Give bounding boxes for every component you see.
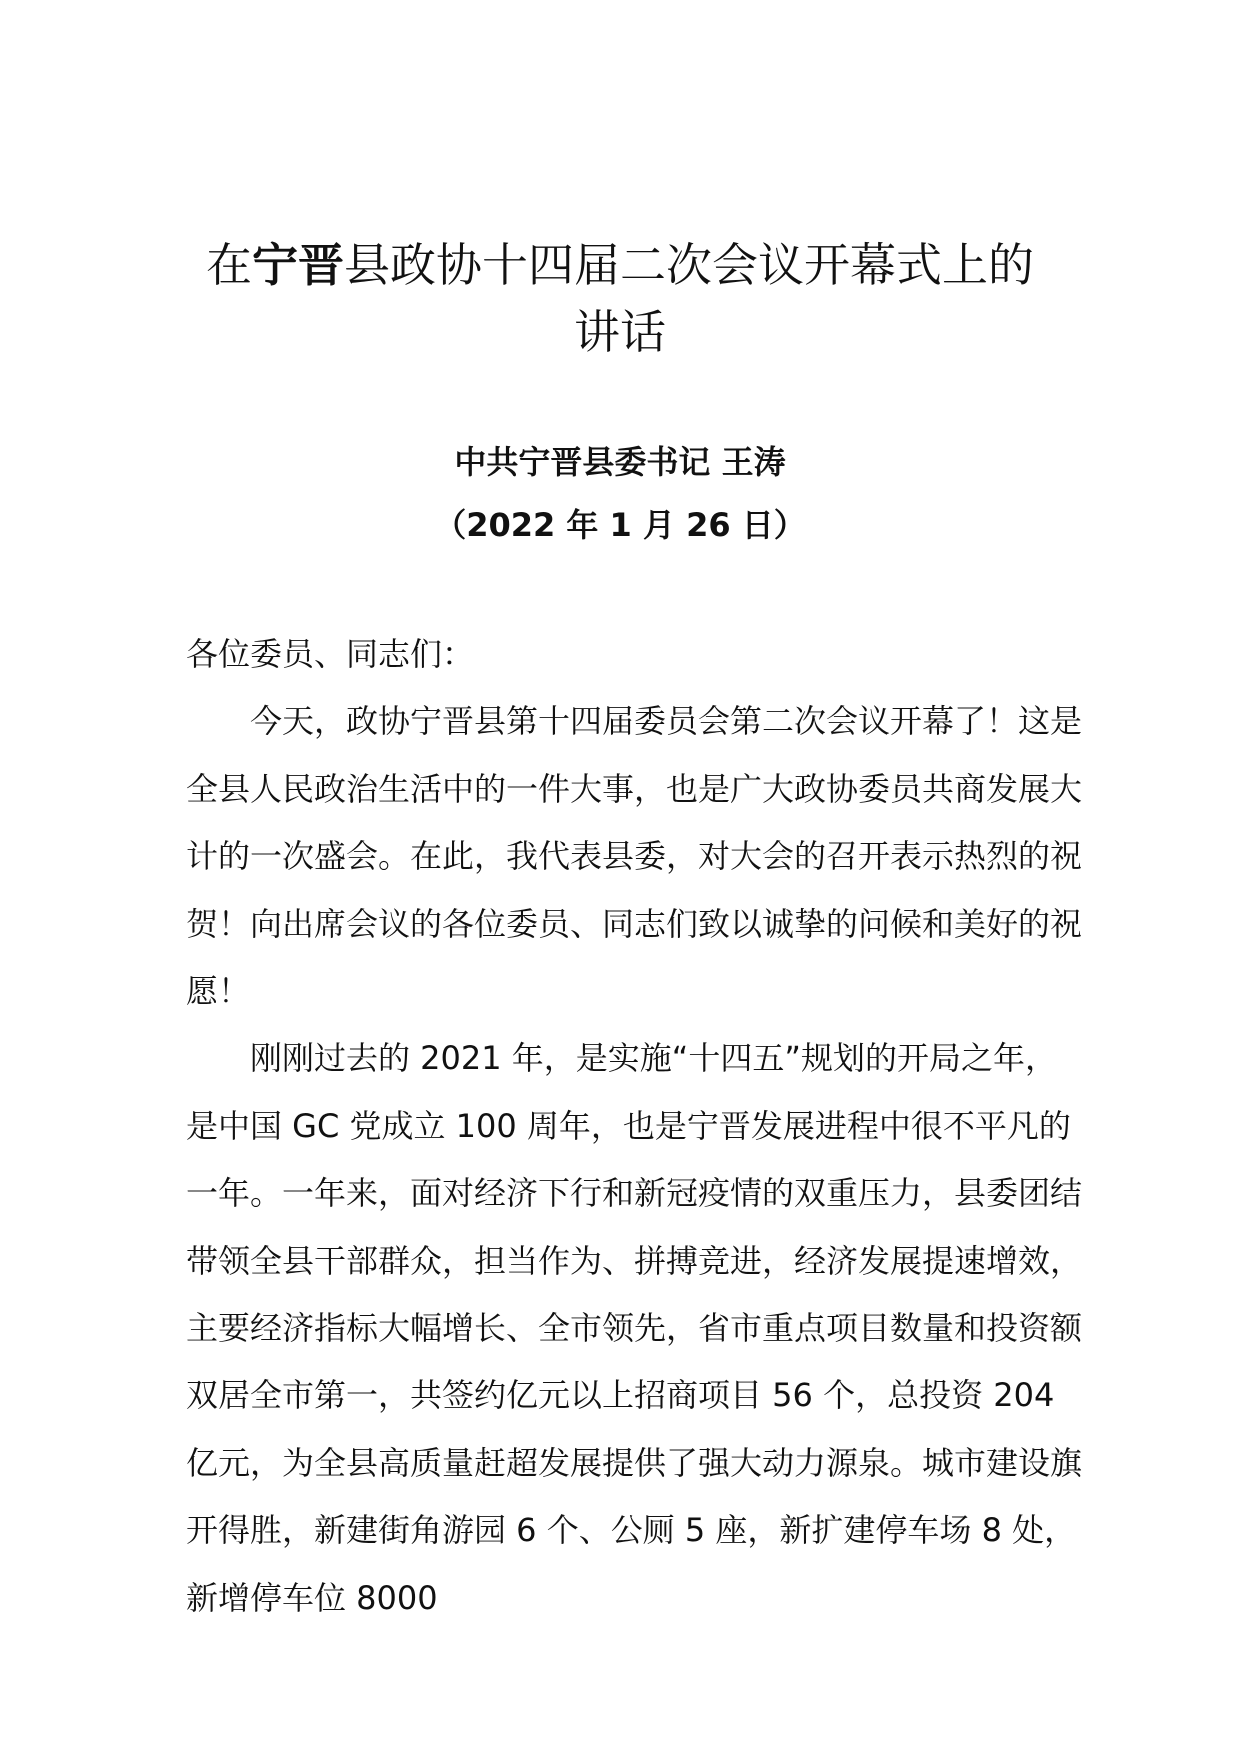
title-rest: 县政协十四届二次会议开幕式上的 bbox=[344, 238, 1034, 292]
document-title bbox=[120, 232, 1120, 366]
title-prefix: 在 bbox=[206, 238, 252, 292]
document-body bbox=[186, 621, 1086, 1632]
author-line: 中共宁晋县委书记 王涛 bbox=[454, 443, 786, 481]
date-line: （2022 年 1 月 26 日） bbox=[434, 506, 806, 544]
body-paragraph-2: 刚刚过去的 2021 年，是实施“十四五”规划的开局之年，是中国 GC 党成立 100 周年，也是宁晋发展进程中很不平凡的一年。一年来，面对经济下行和新冠疫情的双重压力，县委团结带领全县干部群众，担当作为、拼搏竞进，经济发展提速增效，主要经济指标大幅增长、全市领先，省市重点项目数量和投资额双居全市第一，共签约亿元以上招商项目 56 个，总投资 204 亿元，为全县高质量赶超发展提供了强大动力源泉。城市建设旗开得胜，新建街角游园 6 个、公厕 5 座，新扩建停车场 8 处，新增停车位 8000 bbox=[186, 1039, 1083, 1617]
salutation: 各位委员、同志们： bbox=[186, 635, 475, 673]
title-line2: 讲话 bbox=[574, 305, 666, 359]
body-paragraph-1: 今天，政协宁晋县第十四届委员会第二次会议开幕了！这是全县人民政治生活中的一件大事，也是广大政协委员共商发展大计的一次盛会。在此，我代表县委，对大会的召开表示热烈的祝贺！向出席会议的各位委员、同志们致以诚挚的问候和美好的祝愿！ bbox=[186, 702, 1083, 1011]
title-emphasis: 宁晋 bbox=[252, 238, 344, 292]
